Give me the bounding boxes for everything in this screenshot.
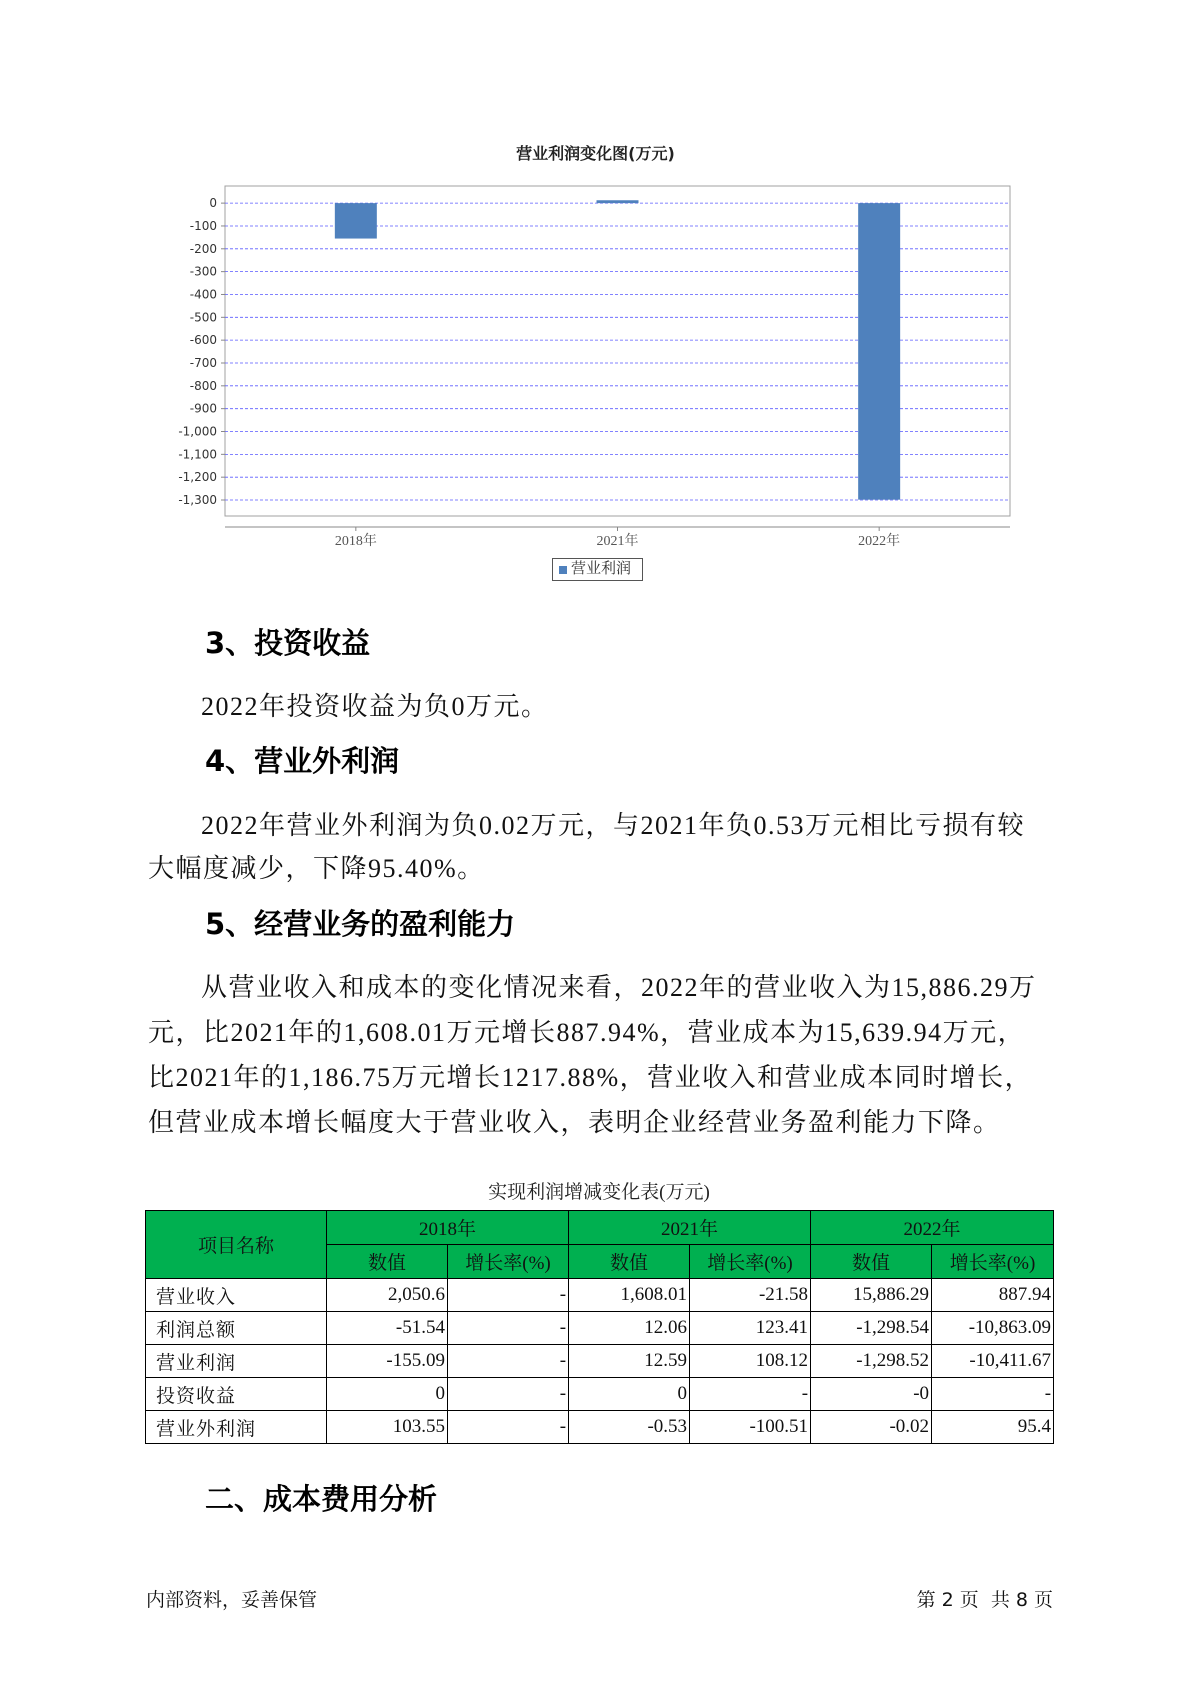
table-cell: -1,298.54 bbox=[811, 1312, 932, 1345]
table-cell: 887.94 bbox=[932, 1279, 1054, 1312]
table-cell: 103.55 bbox=[327, 1411, 448, 1444]
y-tick-label: -1,200 bbox=[178, 470, 217, 485]
header-value: 数值 bbox=[569, 1245, 690, 1279]
y-tick-label: -200 bbox=[189, 241, 217, 256]
y-tick-label: -300 bbox=[189, 264, 217, 279]
table-cell: -1,298.52 bbox=[811, 1345, 932, 1378]
table-cell: - bbox=[448, 1279, 569, 1312]
x-tick-label: 2022年 bbox=[858, 534, 901, 549]
table-cell: 12.06 bbox=[569, 1312, 690, 1345]
table-cell: -10,863.09 bbox=[932, 1312, 1054, 1345]
header-item-name: 项目名称 bbox=[146, 1211, 327, 1279]
bar bbox=[858, 203, 900, 500]
table-header-row bbox=[146, 1211, 1054, 1245]
paragraph-line: 2022年营业外利润为负0.02万元，与2021年负0.53万元相比亏损有较 bbox=[201, 811, 1026, 840]
table-cell: 0 bbox=[569, 1378, 690, 1411]
header-growth-rate: 增长率(%) bbox=[690, 1245, 811, 1279]
table-cell: - bbox=[932, 1378, 1054, 1411]
table-row bbox=[146, 1312, 1054, 1345]
operating-profit-bar-chart bbox=[0, 0, 1191, 600]
section-heading-investment: 3、投资收益 bbox=[205, 626, 371, 660]
chart-title: 营业利润变化图(万元) bbox=[516, 144, 675, 163]
table-cell: -0.53 bbox=[569, 1411, 690, 1444]
table-cell: -0 bbox=[811, 1378, 932, 1411]
y-tick-label: -1,000 bbox=[178, 424, 217, 439]
header-value: 数值 bbox=[811, 1245, 932, 1279]
paragraph-line: 但营业成本增长幅度大于营业收入，表明企业经营业务盈利能力下降。 bbox=[148, 1108, 1001, 1137]
bar bbox=[597, 200, 639, 203]
table-cell: 0 bbox=[327, 1378, 448, 1411]
table-cell: 2,050.6 bbox=[327, 1279, 448, 1312]
legend-label: 营业利润 bbox=[571, 561, 632, 577]
paragraph-line: 大幅度减少，下降95.40%。 bbox=[148, 854, 485, 883]
y-tick-label: -700 bbox=[189, 355, 217, 370]
y-tick-label: -400 bbox=[189, 287, 217, 302]
table-cell: -0.02 bbox=[811, 1411, 932, 1444]
y-tick-label: -100 bbox=[189, 218, 217, 233]
table-cell: -51.54 bbox=[327, 1312, 448, 1345]
row-label: 投资收益 bbox=[146, 1378, 327, 1411]
table-cell: - bbox=[448, 1312, 569, 1345]
y-tick-label: -1,100 bbox=[178, 447, 217, 462]
section-heading-profitability: 5、经营业务的盈利能力 bbox=[205, 907, 516, 941]
table-cell: 123.41 bbox=[690, 1312, 811, 1345]
header-growth-rate: 增长率(%) bbox=[448, 1245, 569, 1279]
table-row bbox=[146, 1411, 1054, 1444]
row-label: 营业利润 bbox=[146, 1345, 327, 1378]
table-cell: - bbox=[448, 1378, 569, 1411]
paragraph-line: 从营业收入和成本的变化情况来看，2022年的营业收入为15,886.29万 bbox=[201, 973, 1037, 1002]
footer-confidential-note: 内部资料，妥善保管 bbox=[146, 1589, 318, 1611]
section-heading-cost-analysis: 二、成本费用分析 bbox=[205, 1482, 438, 1516]
header-value: 数值 bbox=[327, 1245, 448, 1279]
header-year: 2018年 bbox=[327, 1211, 569, 1245]
row-label: 利润总额 bbox=[146, 1312, 327, 1345]
row-label: 营业收入 bbox=[146, 1279, 327, 1312]
table-cell: - bbox=[448, 1411, 569, 1444]
y-tick-label: 0 bbox=[209, 196, 217, 211]
table-row bbox=[146, 1345, 1054, 1378]
table-caption: 实现利润增减变化表(万元) bbox=[488, 1182, 710, 1203]
bar bbox=[335, 203, 377, 238]
table-cell: 95.4 bbox=[932, 1411, 1054, 1444]
table-cell: - bbox=[448, 1345, 569, 1378]
table-cell: -155.09 bbox=[327, 1345, 448, 1378]
paragraph-line: 2022年投资收益为负0万元。 bbox=[201, 692, 549, 721]
table-cell: 15,886.29 bbox=[811, 1279, 932, 1312]
header-year: 2021年 bbox=[569, 1211, 811, 1245]
footer-page-number: 第 2 页 共 8 页 bbox=[916, 1589, 1053, 1611]
row-label: 营业外利润 bbox=[146, 1411, 327, 1444]
table-cell: 1,608.01 bbox=[569, 1279, 690, 1312]
table-cell: 12.59 bbox=[569, 1345, 690, 1378]
y-tick-label: -800 bbox=[189, 378, 217, 393]
y-tick-label: -1,300 bbox=[178, 493, 217, 508]
table-cell: -10,411.67 bbox=[932, 1345, 1054, 1378]
section-heading-non-operating: 4、营业外利润 bbox=[205, 744, 400, 778]
table-cell: -21.58 bbox=[690, 1279, 811, 1312]
profit-change-table bbox=[145, 1210, 1054, 1444]
header-growth-rate: 增长率(%) bbox=[932, 1245, 1054, 1279]
x-tick-label: 2018年 bbox=[334, 534, 377, 549]
y-tick-label: -500 bbox=[189, 310, 217, 325]
table-cell: -100.51 bbox=[690, 1411, 811, 1444]
table-row bbox=[146, 1279, 1054, 1312]
header-year: 2022年 bbox=[811, 1211, 1054, 1245]
table-row bbox=[146, 1378, 1054, 1411]
paragraph-line: 元，比2021年的1,608.01万元增长887.94%，营业成本为15,639.94万元， bbox=[148, 1018, 1026, 1047]
y-tick-label: -900 bbox=[189, 401, 217, 416]
table-cell: 108.12 bbox=[690, 1345, 811, 1378]
paragraph-line: 比2021年的1,186.75万元增长1217.88%，营业收入和营业成本同时增长， bbox=[148, 1063, 1033, 1092]
table-body bbox=[146, 1279, 1054, 1444]
x-tick-label: 2021年 bbox=[596, 534, 639, 549]
table-cell: - bbox=[690, 1378, 811, 1411]
y-tick-label: -600 bbox=[189, 333, 217, 348]
legend-swatch bbox=[559, 566, 567, 574]
chart-legend bbox=[552, 558, 643, 581]
